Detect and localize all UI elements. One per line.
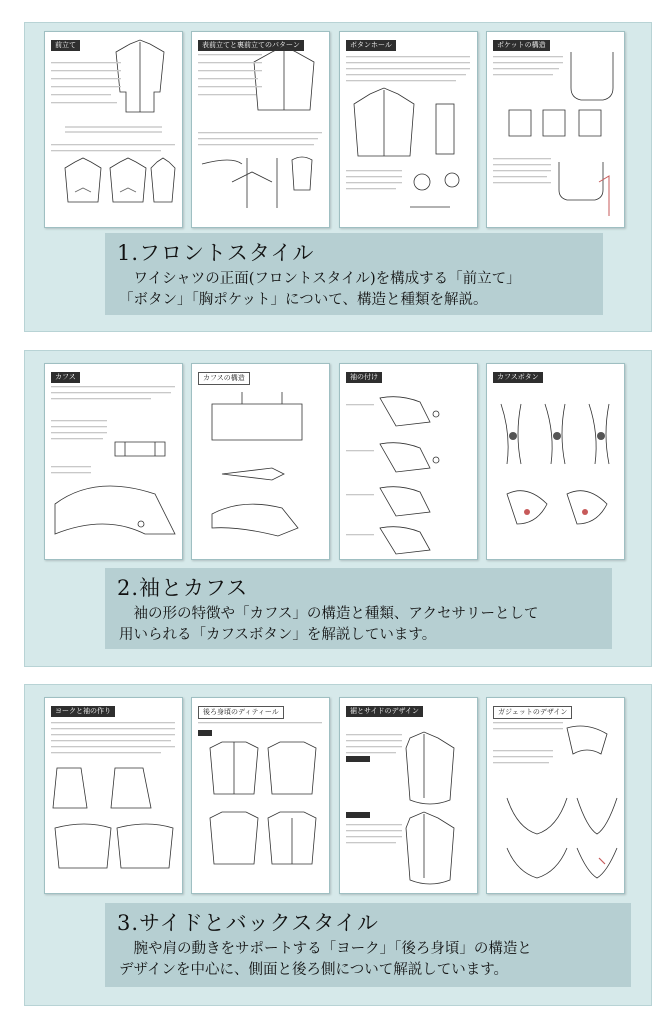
page-heading: ポケットの構造 [493, 40, 550, 51]
section-front-style [24, 22, 652, 332]
page-heading: 裾とサイドのデザイン [346, 706, 423, 717]
shirt-illustration [340, 32, 477, 227]
section-title: 2.袖とカフス [117, 576, 249, 600]
cuff-illustration [340, 364, 477, 559]
shirt-hem-illustration [340, 698, 477, 893]
section-side-back-style [24, 684, 652, 1006]
book-page [339, 363, 478, 560]
cuff-illustration [45, 364, 182, 559]
book-page [486, 697, 625, 894]
pocket-illustration [487, 32, 624, 227]
page-heading: カフスボタン [493, 372, 543, 383]
page-heading: 袖の付け [346, 372, 382, 383]
section-sleeves-cuffs [24, 350, 652, 667]
page-heading: カフスの構造 [198, 372, 250, 385]
shirt-illustration [192, 32, 329, 227]
page-heading: カフス [51, 372, 80, 383]
book-page [44, 31, 183, 228]
cufflink-illustration [487, 364, 624, 559]
book-page [44, 697, 183, 894]
section-title: 1.フロントスタイル [117, 241, 315, 265]
page-heading: 後ろ身頃のディティール [198, 706, 284, 719]
section-caption [105, 903, 631, 987]
page-heading: ボタンホール [346, 40, 396, 51]
page-heading: 表前立てと裏前立てのパターン [198, 40, 304, 51]
section-description: 腕や肩の動きをサポートする「ヨーク」「後ろ身頃」の構造と デザインを中心に、側面と後ろ側について解説しています。 [119, 941, 532, 978]
page-heading: 前立て [51, 40, 80, 51]
shirt-illustration [45, 32, 182, 227]
page-heading: ヨークと袖の作り [51, 706, 115, 717]
section-description: 袖の形の特徴や「カフス」の構造と種類、アクセサリーとして 用いられる「カフスボタン」を解説しています。 [119, 606, 539, 643]
back-shirt-illustration [192, 698, 329, 893]
yoke-illustration [45, 698, 182, 893]
book-page [339, 31, 478, 228]
book-page [191, 363, 330, 560]
book-page [191, 31, 330, 228]
page-heading: ガジェットのデザイン [493, 706, 572, 719]
section-title: 3.サイドとバックスタイル [117, 911, 379, 935]
gusset-illustration [487, 698, 624, 893]
section-description: ワイシャツの正面(フロントスタイル)を構成する「前立て」 「ボタン」「胸ポケット」について、構造と種類を解説。 [119, 271, 521, 308]
book-page [339, 697, 478, 894]
book-page [486, 363, 625, 560]
book-page [44, 363, 183, 560]
section-caption [105, 233, 603, 315]
section-caption [105, 568, 612, 649]
book-page [486, 31, 625, 228]
book-page [191, 697, 330, 894]
cuff-illustration [192, 364, 329, 559]
